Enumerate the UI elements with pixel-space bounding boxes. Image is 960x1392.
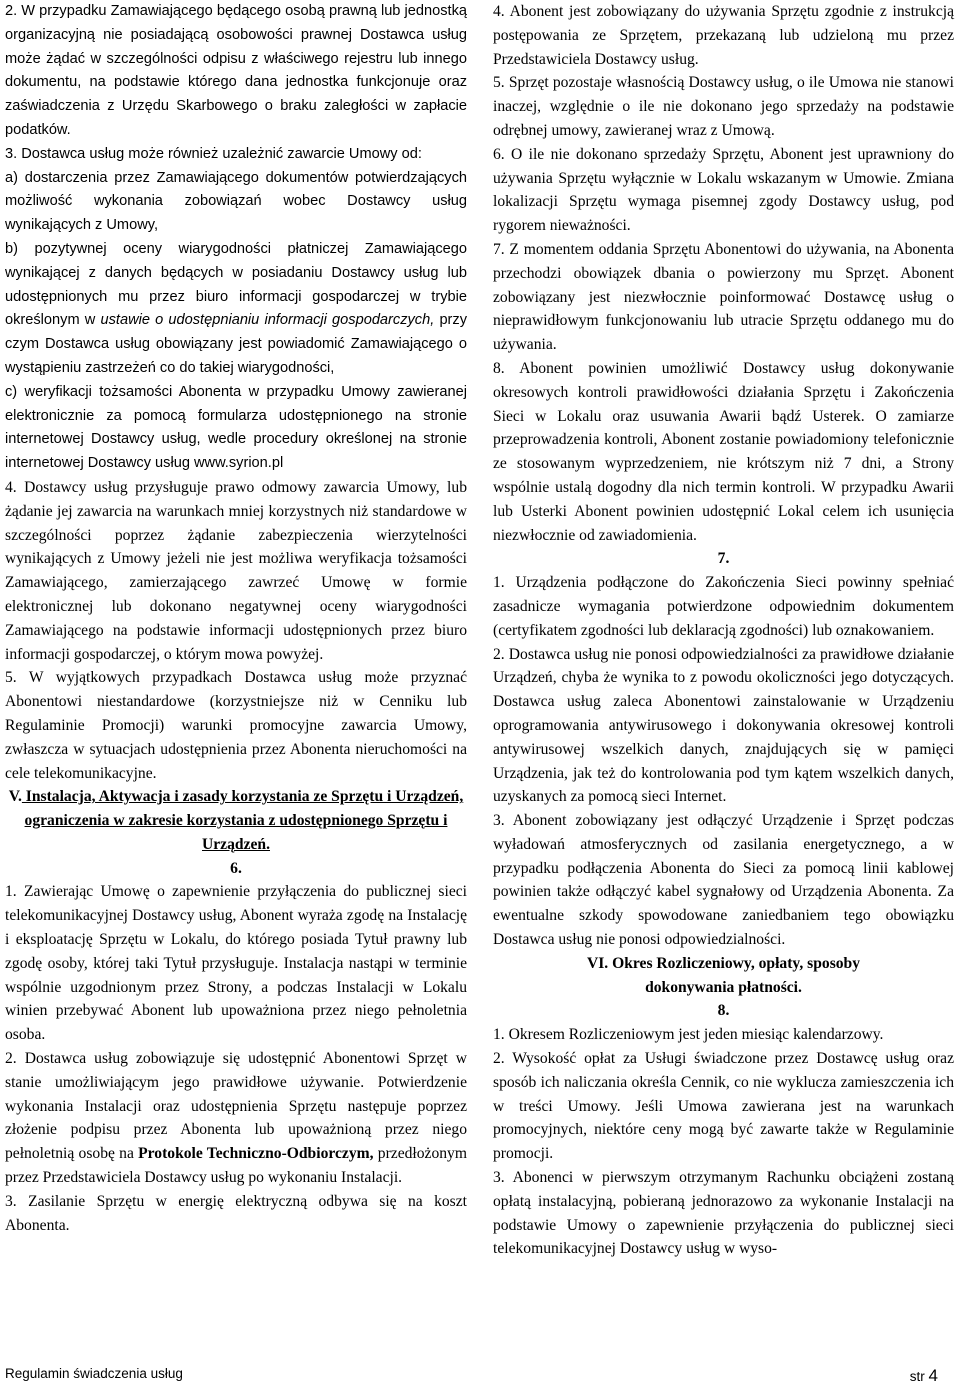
- paragraph: c) weryfikacji tożsamości Abonenta w przypadku Umowy zawieranej elektronicznie za pomocą formularza udostępnionego na stronie internetowej Dostawcy usług, wedle procedury określonej na stronie internetowej Dostawcy usług www.syrion.pl: [5, 383, 467, 472]
- page-number-value: 4: [928, 1366, 938, 1385]
- section-heading: [5, 785, 467, 856]
- paragraph: 3. Dostawca usług może również uzależnić zawarcie Umowy od:: [5, 145, 422, 162]
- paragraph: [5, 238, 467, 381]
- paragraph: 3. Abonenci w pierwszym otrzymanym Rachunku obciążeni zostaną opłatą instalacyjną, pobieraną jednorazowo za wykonanie Instalacji na podstawie Umowy o zapewnienie przyłączenia do publicznej sieci telekomunikacyjnej Dostawcy usług w wyso-: [493, 1169, 954, 1258]
- paragraph: 6. O ile nie dokonano sprzedaży Sprzętu, Abonent jest uprawniony do używania Sprzętu wyłącznie w Lokalu wskazanym w Umowie. Zmiana lokalizacji Sprzętu wymaga pisemnej zgody Dostawcy usług, pod rygorem nieważności.: [493, 145, 954, 235]
- act-title: ustawie o udostępnianiu informacji gospodarczych,: [100, 312, 435, 329]
- paragraph: 1. Okresem Rozliczeniowym jest jeden miesiąc kalendarzowy.: [493, 1026, 884, 1044]
- paragraph-number: 6.: [230, 859, 242, 877]
- paragraph: 5. Sprzęt pozostaje własnością Dostawcy usług, o ile Umowa nie stanowi inaczej, względnie o ile nie dokonano jego sprzedaży na podstawie odrębnej umowy, zawieranej wraz z Umową.: [493, 74, 954, 139]
- footer-title: Regulamin świadczenia usług: [5, 1366, 183, 1381]
- paragraph: [5, 1047, 467, 1190]
- paragraph-number: 7.: [717, 550, 730, 568]
- paragraph: 8. Abonent powinien umożliwić Dostawcy usług dokonywanie okresowych kontroli prawidłowości działania Sprzętu i Zakończenia Sieci w Lokalu oraz usuwania Awarii bądź Usterek. O zamiarze przeprowadzenia kontroli, Abonent zostanie powiadomiony telefonicznie ze stosowanym wyprzedzeniem, nie krótszym niż 7 dni, a Strony wspólnie ustalą dogodny dla nich termin kontroli. W przypadku Awarii lub Usterki Abonent powinien udostępnić Lokal celem ich usunięcia niezwłocznie od zawiadomienia.: [493, 359, 954, 544]
- page-label: str: [909, 1369, 925, 1384]
- paragraph-text: b) pozytywnej oceny wiarygodności płatniczej Zamawiającego wynikającej z danych będących w posiadaniu Dostawcy usług lub udostępnionych mu przez biuro informacji gospodarczej w trybie określonym w: [5, 240, 467, 329]
- section-heading: VI. Okres Rozliczeniowy, opłaty, sposoby: [586, 954, 861, 972]
- paragraph-text: 2. Dostawca usług zobowiązuje się udostępnić Abonentowi Sprzęt w stanie umożliwiającym jego prawidłowe używanie. Potwierdzenie wykonania Instalacji oraz udostępnienia Sprzętu następuje poprzez złożenie podpisu przez Abonenta lub upoważnioną przez niego pełnoletnią osobę na: [5, 1050, 467, 1163]
- right-column: [493, 0, 954, 1261]
- paragraph: 1. Zawierając Umowę o zapewnienie przyłączenia do publicznej sieci telekomunikacyjnej Dostawcy usług, Abonent wyraża zgodę na Instalację i eksploatację Sprzętu w Lokalu, do którego posiada Tytuł prawny lub zgodę osoby, której taki Tytuł przysługuje. Instalacja nastąpi w terminie wspólnie uzgodnionym przez Strony, a podczas Instalacji w Lokalu winien przebywać Abonent lub upoważniona przez niego pełnoletnia osoba.: [5, 883, 467, 1044]
- paragraph-text: przedłożonym przez Przedstawiciela Dostawcy usług po wykonaniu Instalacji.: [5, 1145, 467, 1187]
- protocol-name: Protokole Techniczno-Odbiorczym,: [138, 1145, 374, 1163]
- paragraph: 7. Z momentem oddania Sprzętu Abonentowi do używania, na Abonenta przechodzi obowiązek dbania o powierzony mu Sprzęt. Abonent zobowiązany jest niezwłocznie poinformować Dostawcę usług o nieprawidłowym funkcjonowaniu lub utracie Sprzętu oddanego mu do używania.: [493, 240, 954, 354]
- page-number: [910, 1366, 938, 1386]
- section-heading: dokonywania płatności.: [645, 978, 802, 996]
- left-column: [5, 0, 467, 1237]
- paragraph: 4. Dostawcy usług przysługuje prawo odmowy zawarcia Umowy, lub żądanie jej zawarcia na warunkach mniej korzystnych niż standardowe w szczególności poprzez żądanie zabezpieczenia wierzytelności wynikających z Umowy jeżeli nie jest możliwa weryfikacja tożsamości Zamawiającego, zamierzającego zawrzeć Umowę w formie elektronicznej lub dokonano negatywnej oceny wiarygodności Zamawiającego na podstawie informacji udostępnionych przez biuro informacji gospodarczej, o którym mowa powyżej.: [5, 478, 467, 663]
- paragraph: 2. Wysokość opłat za Usługi świadczone przez Dostawcę usług oraz sposób ich naliczania określa Cennik, co nie wyklucza zamieszczenia ich w treści Umowy. Jeśli Umowa zawierana jest na warunkach promocyjnych, niektóre ceny mogą być zawarte także w Regulaminie promocji.: [493, 1050, 954, 1163]
- paragraph: 5. W wyjątkowych przypadkach Dostawca usług może przyznać Abonentowi niestandardowe (korzystniejsze niż w Cenniku lub Regulaminie Promocji) warunki promocyjne zawarcia Umowy, zwłaszcza w sytuacjach udostępnienia przez Abonenta nieruchomości na cele telekomunikacyjne.: [5, 669, 467, 782]
- section-number: V.: [8, 788, 22, 806]
- paragraph: 2. W przypadku Zamawiającego będącego osobą prawną lub jednostką organizacyjną nie posiadającą osobowości prawnej Dostawca usług może żądać w szczególności odpisu z właściwego rejestru lub innego dokumentu, na podstawie którego dana jednostka funkcjonuje oraz zaświadczenia z Urzędu Skarbowego o braku zaległości w zapłacie podatków.: [5, 3, 467, 138]
- paragraph-text: przy czym Dostawca usług obowiązany jest powiadomić Zamawiającego o wystąpieniu zastrzeżeń co do takiej wiarygodności,: [5, 312, 468, 376]
- paragraph: a) dostarczenia przez Zamawiającego dokumentów potwierdzających możliwość wykonania zobowiązań wobec Dostawcy usług wynikających z Umowy,: [5, 169, 467, 234]
- paragraph: 3. Abonent zobowiązany jest odłączyć Urządzenie i Sprzęt podczas wyładowań atmosferycznych od zasilania energetycznego, a w przypadku podłączenia Abonenta do Sieci za pomocą linii kablowej powinien także odłączyć kabel sygnałowy od Urządzenia Abonenta. Za ewentualne szkody spowodowane zaniedbaniem tego obowiązku Dostawca usług nie ponosi odpowiedzialności.: [493, 812, 954, 949]
- paragraph: 1. Urządzenia podłączone do Zakończenia Sieci powinny spełniać zasadnicze wymagania potwierdzone odpowiednim dokumentem (certyfikatem zgodności lub deklaracją zgodności) lub oznakowaniem.: [493, 574, 954, 639]
- paragraph: 3. Zasilanie Sprzętu w energię elektryczną odbywa się na koszt Abonenta.: [5, 1192, 467, 1234]
- paragraph-number: 8.: [717, 1002, 730, 1020]
- paragraph: 4. Abonent jest zobowiązany do używania Sprzętu zgodnie z instrukcją postępowania ze Sprzętem, przekazaną lub udzieloną mu przez Przedstawiciela Dostawcy usług.: [493, 3, 954, 68]
- paragraph: 2. Dostawca usług nie ponosi odpowiedzialności za prawidłowe działanie Urządzeń, chyba że wynika to z powodu okoliczności jego dotyczących. Dostawca usług zaleca Abonentowi zainstalowanie w Urządzeniu oprogramowania antywirusowego i dokonywania okresowej kontroli antywirusowej wszelkich danych, znajdujących się w pamięci Urządzenia, jak też do kontrolowania pod tym kątem wszelkich danych, uzyskanych za pomocą sieci Internet.: [493, 645, 954, 806]
- section-title: Instalacja, Aktywacja i zasady korzystania ze Sprzętu i Urządzeń, ograniczenia w zakresie korzystania z udostępnionego Sprzętu i Urządzeń.: [21, 788, 464, 853]
